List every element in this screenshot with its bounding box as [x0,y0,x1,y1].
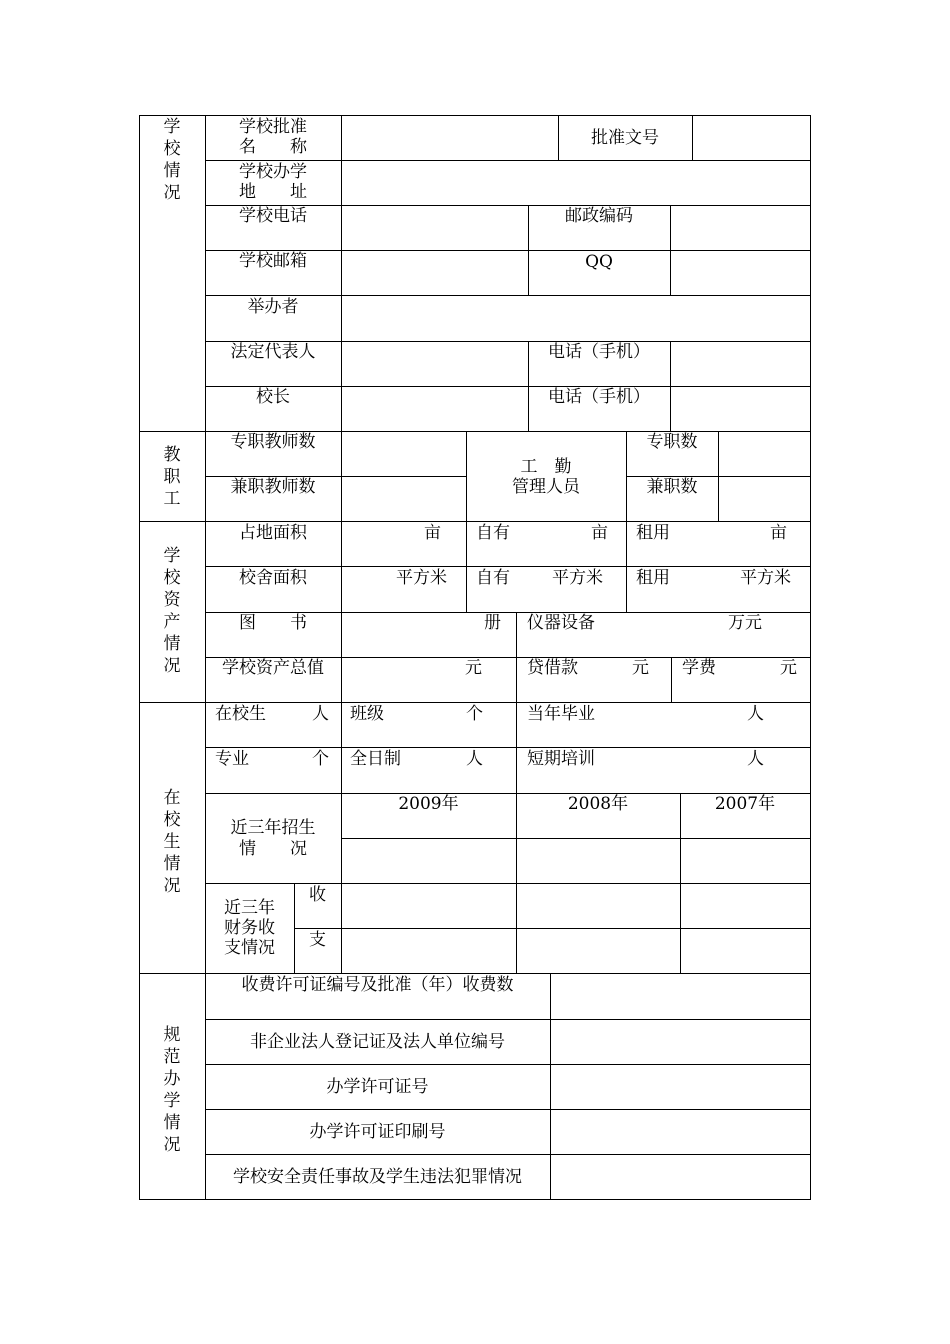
label-fee-permit: 收费许可证编号及批准（年）收费数 [241,975,514,995]
label-fulltime-count: 专职数 [646,432,698,452]
section-title-staff: 教职工 [163,445,181,509]
unit-sqm: 平方米 [396,568,447,588]
row-divider [205,747,811,748]
unit-wan-yuan: 万元 [728,613,762,633]
unit-mu: 亩 [591,523,608,543]
unit-volumes: 册 [484,613,501,633]
label-approve-name: 名 称 [239,137,307,157]
label-parttime-teachers: 兼职教师数 [230,477,316,497]
label-fulltime-teachers: 专职教师数 [230,432,316,452]
label-tuition: 学费 [682,658,716,678]
label-phone: 学校电话 [239,206,307,226]
unit-yuan: 元 [780,658,797,678]
label-postcode: 邮政编码 [565,206,633,226]
unit-mu: 亩 [424,523,441,543]
table-border-bottom [139,1199,811,1200]
column-divider [670,205,671,295]
year-header: 2007年 [714,794,776,814]
label-address: 地 址 [239,182,307,202]
label-books: 图 书 [239,613,307,633]
row-divider [205,1154,811,1155]
unit-sqm: 平方米 [552,568,603,588]
label-rent: 租用 [636,568,670,588]
table-border-right [810,115,811,1200]
label-majors: 专业 [215,749,249,769]
label-recruitment: 近三年招生 [230,818,316,838]
table-border-left [139,115,140,1200]
section-title-school: 学校情况 [163,117,181,203]
label-legal-registration: 非企业法人登记证及法人单位编号 [250,1032,505,1052]
label-approve-name: 学校批准 [239,117,307,137]
column-divider [718,431,719,521]
label-school-permit-print: 办学许可证印刷号 [309,1122,446,1142]
label-qq: QQ [585,252,613,272]
row-divider [205,1109,811,1110]
column-divider [626,431,627,612]
label-finance: 支情况 [224,938,275,958]
unit-ge: 个 [312,749,329,769]
row-divider [205,1019,811,1020]
unit-mu: 亩 [770,523,787,543]
label-legal-rep-phone: 电话（手机） [548,342,650,362]
column-divider [671,657,672,702]
label-expense: 支 [309,930,326,950]
unit-ge: 个 [466,704,483,724]
label-principal: 校长 [256,387,290,407]
label-income: 收 [309,885,326,905]
label-equipment: 仪器设备 [527,613,595,633]
label-recruitment: 情 况 [239,839,307,859]
column-divider [341,115,342,973]
label-short-training: 短期培训 [527,749,595,769]
label-classes: 班级 [350,704,384,724]
label-building-area: 校舍面积 [239,568,307,588]
unit-ren: 人 [466,749,483,769]
label-approve-doc-no: 批准文号 [591,128,659,148]
row-divider [294,928,811,929]
unit-ren: 人 [747,749,764,769]
label-safety: 学校安全责任事故及学生违法犯罪情况 [233,1167,522,1187]
label-workers: 管理人员 [512,477,580,497]
label-total-value: 学校资产总值 [222,658,324,678]
unit-yuan: 元 [465,658,482,678]
section-title-assets: 学校资产情况 [163,546,181,676]
label-own: 自有 [476,523,510,543]
column-divider [550,973,551,1199]
label-email: 学校邮箱 [239,251,307,271]
label-land-area: 占地面积 [239,523,307,543]
label-fulltime-students: 全日制 [350,749,401,769]
unit-ren: 人 [747,704,764,724]
label-workers: 工 勤 [520,457,572,477]
label-legal-rep: 法定代表人 [230,342,316,362]
label-address: 学校办学 [239,162,307,182]
label-parttime-count: 兼职数 [646,477,698,497]
column-divider [692,115,693,160]
row-divider [341,838,811,839]
label-own: 自有 [476,568,510,588]
column-divider [670,341,671,431]
column-divider [680,793,681,973]
section-title-regulation: 规范办学情况 [163,1025,181,1155]
label-sponsor: 举办者 [247,297,299,317]
label-finance: 财务收 [224,918,275,938]
unit-sqm: 平方米 [740,568,791,588]
year-header: 2008年 [567,794,629,814]
label-principal-phone: 电话（手机） [548,387,650,407]
label-finance: 近三年 [224,898,275,918]
section-title-students: 在校生情况 [163,788,181,896]
unit-yuan: 元 [632,658,649,678]
year-header: 2009年 [398,794,459,814]
label-loans: 贷借款 [527,658,578,678]
label-enrolled: 在校生 [215,704,266,724]
label-graduates: 当年毕业 [527,704,595,724]
label-school-permit-no: 办学许可证号 [326,1077,429,1097]
unit-ren: 人 [312,704,329,724]
row-divider [205,1064,811,1065]
label-rent: 租用 [636,523,670,543]
